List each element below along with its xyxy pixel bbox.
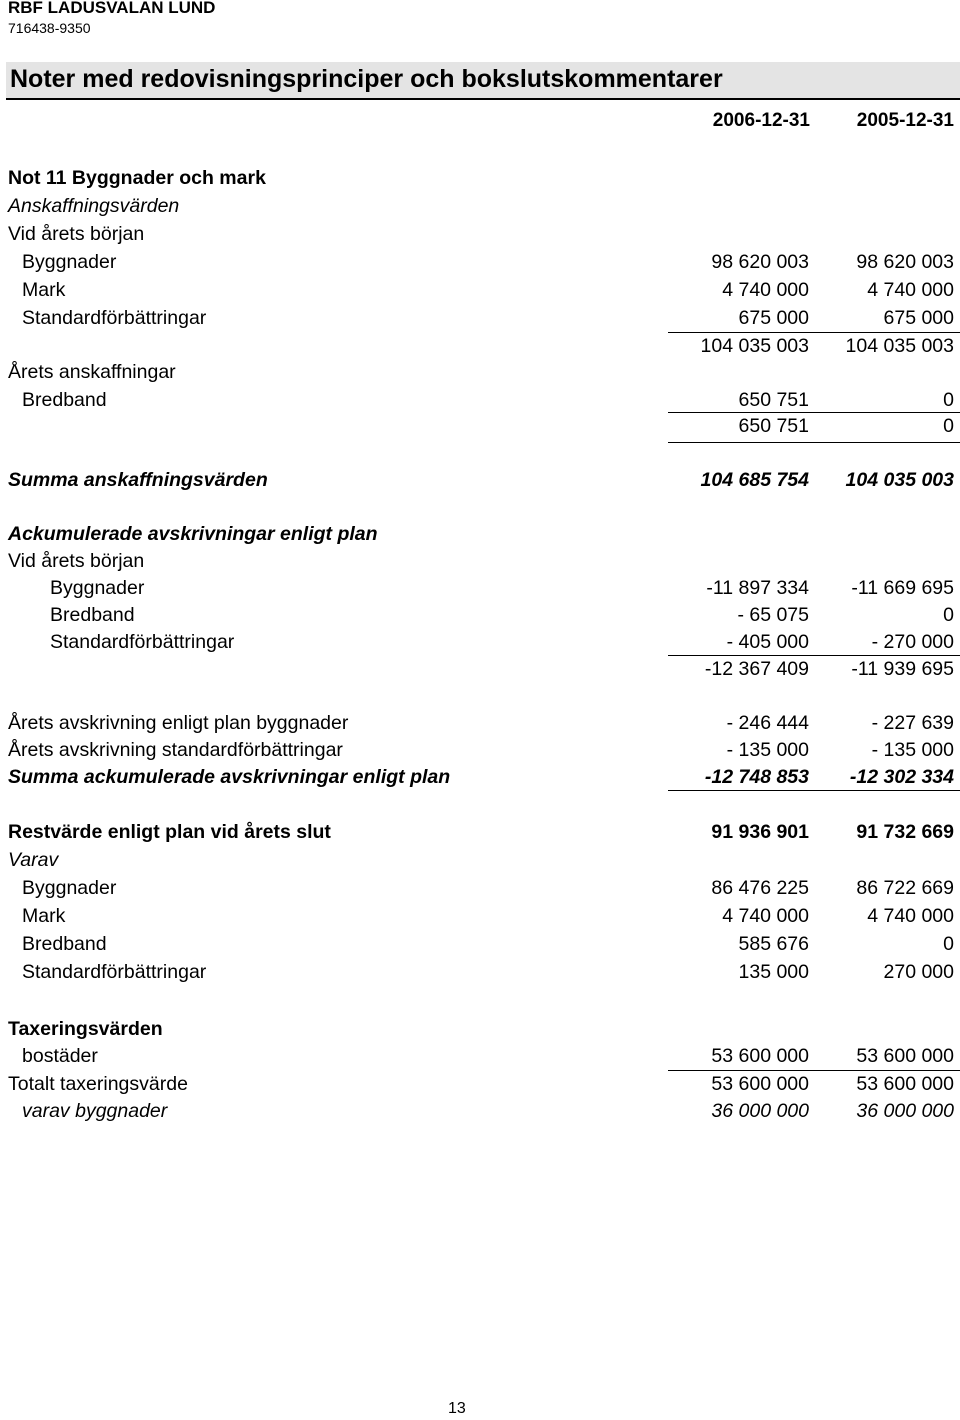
table-row <box>0 333 960 359</box>
value-2006: -12 367 409 <box>704 658 809 680</box>
table-row <box>0 359 960 385</box>
row-label: Bredband <box>22 389 107 411</box>
row-label: Standardförbättringar <box>22 961 207 983</box>
value-2005: -11 939 695 <box>851 658 954 680</box>
row-label: Totalt taxeringsvärde <box>8 1073 188 1095</box>
value-2005: 53 600 000 <box>856 1073 954 1095</box>
value-2006: 585 676 <box>738 933 809 955</box>
table-row <box>0 875 960 901</box>
value-2006: 86 476 225 <box>711 877 809 899</box>
value-2006: 53 600 000 <box>711 1045 809 1067</box>
table-row <box>0 221 960 247</box>
value-2005: 91 732 669 <box>856 821 954 843</box>
page-number: 13 <box>448 1400 466 1417</box>
sum-rule <box>668 790 960 791</box>
table-row <box>0 249 960 275</box>
value-2005: 270 000 <box>883 961 954 983</box>
value-2006: 650 751 <box>738 415 809 437</box>
value-2006: - 135 000 <box>726 739 809 761</box>
value-2006: - 246 444 <box>726 712 809 734</box>
value-2005: 98 620 003 <box>856 251 954 273</box>
row-label: Restvärde enligt plan vid årets slut <box>8 821 331 843</box>
value-2005: - 270 000 <box>871 631 954 653</box>
value-2005: 53 600 000 <box>856 1045 954 1067</box>
value-2005: 0 <box>943 415 954 437</box>
value-2006: 4 740 000 <box>722 905 809 927</box>
value-2006: 135 000 <box>738 961 809 983</box>
table-row <box>0 521 960 547</box>
table-row <box>0 1016 960 1042</box>
row-label: Standardförbättringar <box>50 631 235 653</box>
table-row <box>0 903 960 929</box>
row-label: Bredband <box>22 933 107 955</box>
value-2006: 53 600 000 <box>711 1073 809 1095</box>
table-row <box>0 413 960 439</box>
table-row <box>0 387 960 413</box>
table-row <box>0 1098 960 1124</box>
row-label: Vid årets början <box>8 550 145 572</box>
table-row <box>0 467 960 493</box>
table-row <box>0 305 960 331</box>
row-label: Bredband <box>50 604 135 626</box>
row-label: Byggnader <box>22 877 117 899</box>
row-label: Anskaffningsvärden <box>8 195 180 217</box>
table-row <box>0 193 960 219</box>
table-row <box>0 656 960 682</box>
table-row <box>0 819 960 845</box>
row-label: Summa anskaffningsvärden <box>8 469 268 491</box>
table-row <box>0 548 960 574</box>
sum-rule <box>668 412 960 413</box>
row-label: Vid årets början <box>8 223 145 245</box>
column-header-2006: 2006-12-31 <box>712 110 810 131</box>
row-label: bostäder <box>22 1045 98 1067</box>
value-2005: 0 <box>943 604 954 626</box>
row-label: Mark <box>22 279 66 301</box>
sum-rule <box>668 655 960 656</box>
value-2005: 675 000 <box>883 307 954 329</box>
value-2006: 650 751 <box>738 389 809 411</box>
table-row <box>0 165 960 191</box>
table-row <box>0 629 960 655</box>
row-label: Årets avskrivning enligt plan byggnader <box>8 712 349 734</box>
value-2006: 91 936 901 <box>711 821 809 843</box>
row-label: Mark <box>22 905 66 927</box>
value-2006: 104 035 003 <box>700 335 809 357</box>
row-label: Not 11 Byggnader och mark <box>8 167 266 189</box>
sum-rule <box>668 1070 960 1071</box>
table-row <box>0 931 960 957</box>
row-label: Taxeringsvärden <box>8 1018 163 1040</box>
table-row <box>0 710 960 736</box>
row-label: Byggnader <box>22 251 117 273</box>
row-label: Summa ackumulerade avskrivningar enligt plan <box>8 766 451 788</box>
value-2005: 0 <box>943 389 954 411</box>
value-2005: -12 302 334 <box>849 766 954 788</box>
table-row <box>0 277 960 303</box>
row-label: Varav <box>8 849 59 871</box>
row-label: Byggnader <box>50 577 145 599</box>
row-label: varav byggnader <box>22 1100 168 1122</box>
table-row <box>0 959 960 985</box>
table-row <box>0 847 960 873</box>
value-2006: 36 000 000 <box>711 1100 809 1122</box>
value-2005: - 227 639 <box>871 712 954 734</box>
value-2005: 36 000 000 <box>856 1100 954 1122</box>
sum-rule <box>668 332 960 333</box>
table-row <box>0 575 960 601</box>
value-2006: -11 897 334 <box>706 577 809 599</box>
row-label: Standardförbättringar <box>22 307 207 329</box>
value-2006: 104 685 754 <box>700 469 809 491</box>
value-2005: 0 <box>943 933 954 955</box>
row-label: Ackumulerade avskrivningar enligt plan <box>8 523 378 545</box>
table-row <box>0 1071 960 1097</box>
row-label: Årets anskaffningar <box>8 361 176 383</box>
table-row <box>0 737 960 763</box>
sum-rule <box>668 442 960 443</box>
value-2005: -11 669 695 <box>851 577 954 599</box>
value-2006: - 65 075 <box>737 604 809 626</box>
value-2005: 86 722 669 <box>856 877 954 899</box>
value-2006: 4 740 000 <box>722 279 809 301</box>
value-2005: 104 035 003 <box>845 335 954 357</box>
value-2006: -12 748 853 <box>704 766 809 788</box>
value-2005: - 135 000 <box>871 739 954 761</box>
value-2005: 4 740 000 <box>867 905 954 927</box>
value-2005: 104 035 003 <box>845 469 954 491</box>
column-header-2005: 2005-12-31 <box>856 110 954 131</box>
table-row <box>0 1043 960 1069</box>
table-row <box>0 602 960 628</box>
section-title: Noter med redovisningsprinciper och bokslutskommentarer <box>10 65 723 93</box>
org-name: RBF LADUSVALAN LUND <box>8 0 216 17</box>
row-label: Årets avskrivning standardförbättringar <box>8 739 343 761</box>
org-number: 716438-9350 <box>8 20 91 36</box>
value-2006: 98 620 003 <box>711 251 809 273</box>
table-row <box>0 764 960 790</box>
value-2006: 675 000 <box>738 307 809 329</box>
value-2006: - 405 000 <box>726 631 809 653</box>
value-2005: 4 740 000 <box>867 279 954 301</box>
